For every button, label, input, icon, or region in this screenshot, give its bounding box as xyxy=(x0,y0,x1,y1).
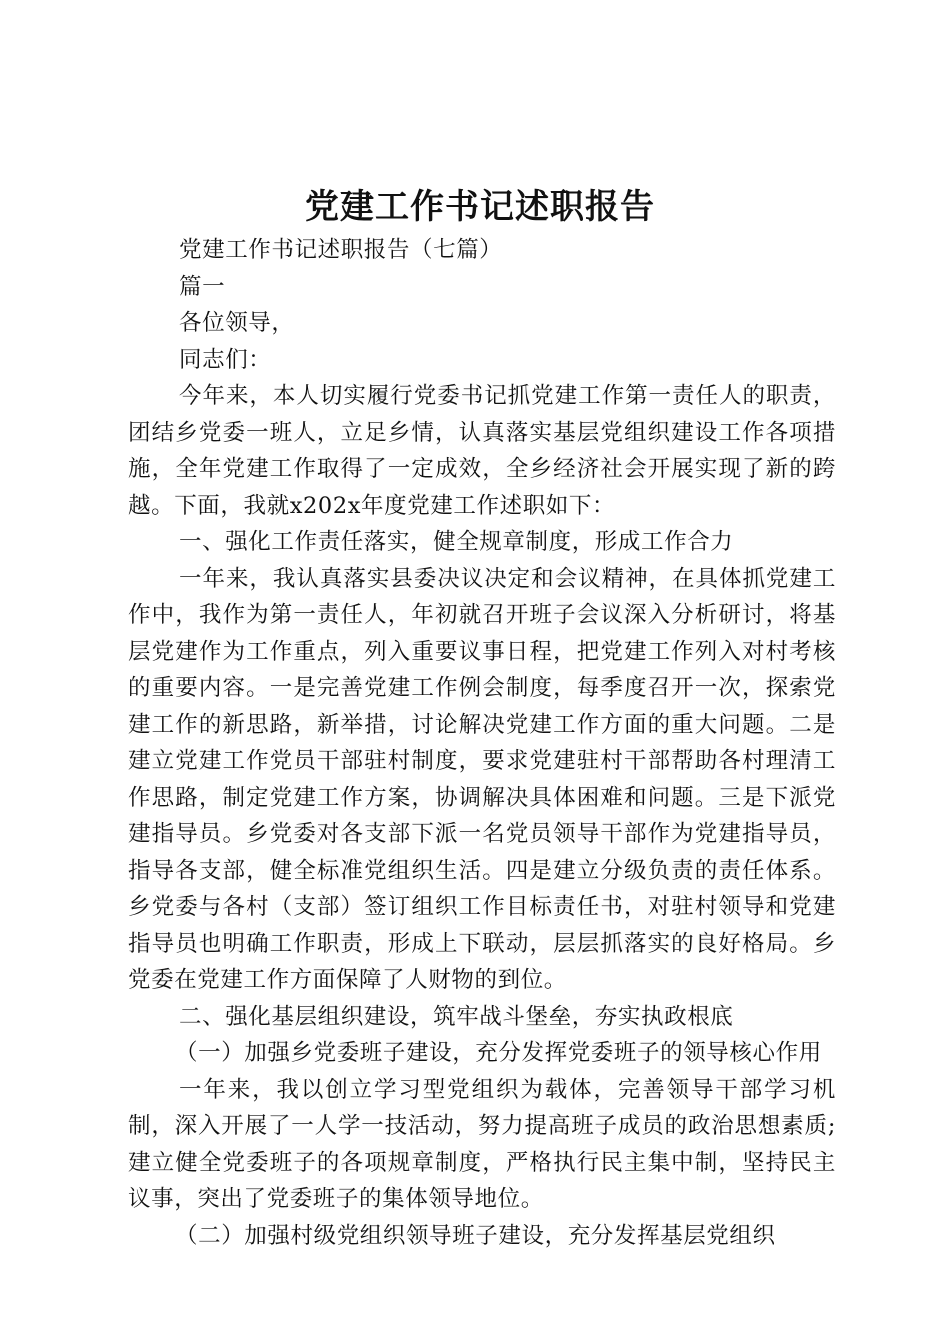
body-paragraph: 一年来，我以创立学习型党组织为载体，完善领导干部学习机制，深入开展了一人学一技活动，努力提高班子成员的政治思想素质;建立健全党委班子的各项规章制度，严格执行民主集中制，坚持民主议事，突出了党委班子的集体领导地位。 xyxy=(128,1076,836,1212)
subsection-heading-2: （二）加强村级党组织领导班子建设，充分发挥基层党组织 xyxy=(175,1222,776,1249)
subtitle-paragraph: 党建工作书记述职报告（七篇） xyxy=(179,237,503,263)
salutation-paragraph: 各位领导， xyxy=(179,310,295,336)
section-heading-2: 二、强化基层组织建设，筑牢战斗堡垒，夯实执政根底 xyxy=(179,1003,734,1030)
salutation-paragraph: 同志们： xyxy=(179,346,272,373)
intro-paragraph: 今年来，本人切实履行党委书记抓党建工作第一责任人的职责，团结乡党委一班人，立足乡情，认真落实基层党组织建设工作各项措施，全年党建工作取得了一定成效，全乡经济社会开展实现了新的跨越。下面，我就x202x年度党建工作述职如下： xyxy=(128,383,836,519)
section-heading-1: 一、强化工作责任落实，健全规章制度，形成工作合力 xyxy=(179,529,734,555)
subsection-heading-1: （一）加强乡党委班子建设，充分发挥党委班子的领导核心作用 xyxy=(175,1040,822,1066)
document-title: 党建工作书记述职报告 xyxy=(305,187,655,227)
body-paragraph: 一年来，我认真落实县委决议决定和会议精神，在具体抓党建工作中，我作为第一责任人，年初就召开班子会议深入分析研讨，将基层党建作为工作重点，列入重要议事日程，把党建工作列入对村考核的重要内容。一是完善党建工作例会制度，每季度召开一次，探索党建工作的新思路，新举措，讨论解决党建工作方面的重大问题。二是建立党建工作党员干部驻村制度，要求党建驻村干部帮助各村理清工作思路，制定党建工作方案，协调解决具体困难和问题。三是下派党建指导员。乡党委对各支部下派一名党员领导干部作为党建指导员，指导各支部，健全标准党组织生活。四是建立分级负责的责任体系。乡党委与各村（支部）签订组织工作目标责任书，对驻村领导和党建指导员也明确工作职责，形成上下联动，层层抓落实的良好格局。乡党委在党建工作方面保障了人财物的到位。 xyxy=(128,565,836,993)
section-label-paragraph: 篇一 xyxy=(179,273,226,300)
document-body xyxy=(128,232,836,1254)
